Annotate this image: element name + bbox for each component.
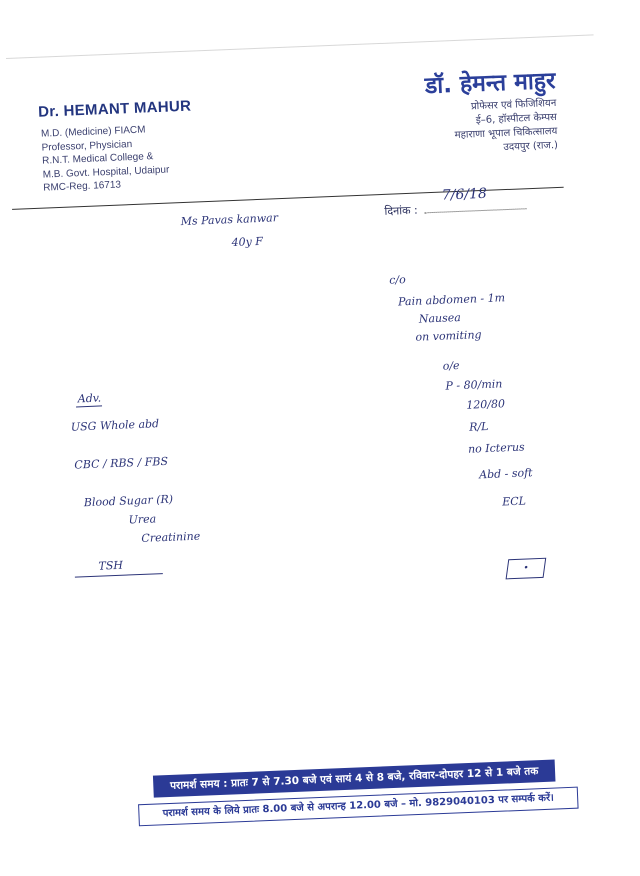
credential-line: M.D. (Medicine) FIACM bbox=[40, 124, 146, 140]
patient-age: 40y F bbox=[231, 234, 264, 250]
complaint-item: on vomiting bbox=[415, 328, 482, 344]
vital-item: R/L bbox=[468, 419, 489, 434]
investigation-item: CBC / RBS / FBS bbox=[74, 454, 169, 472]
vital-item: ECL bbox=[501, 494, 527, 509]
hindi-line: उदयपुर (राज.) bbox=[503, 139, 559, 154]
doctor-name-hindi: डॉ. हेमन्त माहुर bbox=[424, 67, 556, 100]
date-label: दिनांक : bbox=[384, 203, 418, 218]
doctor-name-english: Dr. HEMANT MAHUR bbox=[37, 97, 192, 121]
credential-line: R.N.T. Medical College & bbox=[41, 151, 154, 167]
credential-line: M.B. Govt. Hospital, Udaipur bbox=[42, 164, 170, 181]
date-handwritten: 7/6/18 bbox=[441, 185, 488, 204]
investigation-item: USG Whole abd bbox=[70, 417, 160, 434]
hindi-line: ई–6, हॉस्पीटल केम्पस bbox=[475, 111, 558, 127]
contact-banner: परामर्श समय के लिये प्रातः 8.00 बजे से अपरान्ह 12.00 बजे – मो. 9829040103 पर सम्पर्क करें। bbox=[138, 787, 579, 827]
investigation-item: TSH bbox=[98, 558, 124, 573]
hindi-line: महाराणा भूपाल चिकित्सालय bbox=[454, 125, 558, 142]
vital-item: Abd - soft bbox=[478, 466, 533, 482]
investigation-item: Creatinine bbox=[141, 529, 201, 545]
doctor-credentials bbox=[41, 123, 170, 196]
vital-item: 120/80 bbox=[466, 397, 506, 412]
advice-heading: Adv. bbox=[77, 391, 102, 406]
credential-line: Professor, Physician bbox=[41, 138, 133, 154]
investigation-item: Urea bbox=[128, 512, 157, 527]
exam-heading: o/e bbox=[442, 359, 460, 373]
patient-name: Ms Pavas kanwar bbox=[180, 211, 279, 229]
prescription-sheet bbox=[6, 34, 624, 828]
signature-mark: • bbox=[506, 558, 547, 580]
investigation-item: Blood Sugar (R) bbox=[83, 492, 174, 510]
credential-line: RMC-Reg. 16713 bbox=[43, 179, 122, 194]
signature-line bbox=[75, 573, 163, 578]
consultation-time-banner: परामर्श समय : प्रातः 7 से 7.30 बजे एवं सायं 4 से 8 बजे, रविवार-दोपहर 12 से 1 बजे तक bbox=[153, 760, 556, 798]
complaint-item: Nausea bbox=[418, 310, 462, 326]
complaints-heading: c/o bbox=[388, 273, 406, 287]
doctor-address-hindi bbox=[453, 97, 558, 157]
vital-item: no Icterus bbox=[467, 440, 525, 456]
vital-item: P - 80/min bbox=[445, 377, 503, 393]
date-dotted-line bbox=[425, 208, 527, 213]
complaint-item: Pain abdomen - 1m bbox=[397, 291, 506, 309]
advice-underline bbox=[76, 405, 102, 407]
hindi-line: प्रोफेसर एवं फिजिशियन bbox=[470, 97, 557, 113]
